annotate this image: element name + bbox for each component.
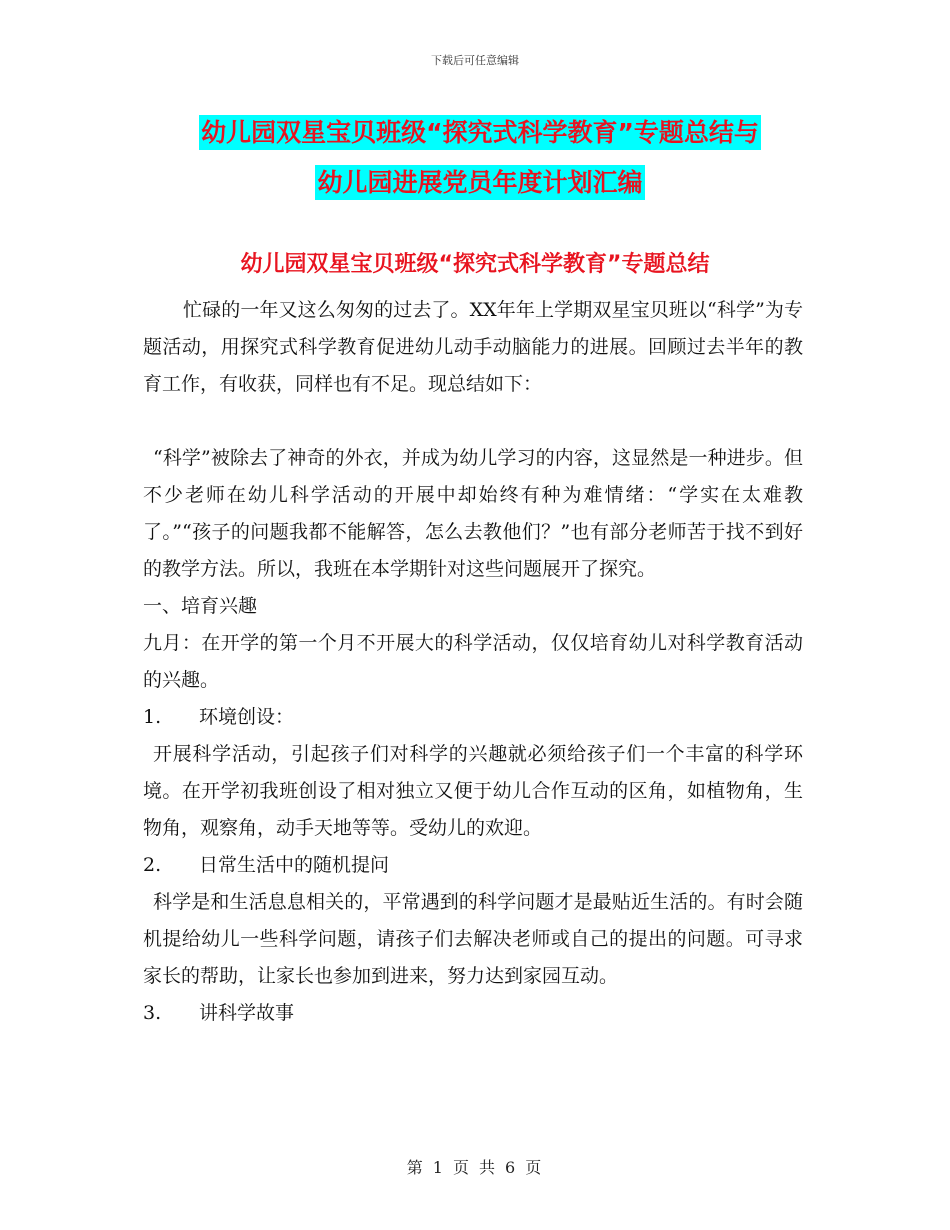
list-label: 讲科学故事 [199, 1002, 295, 1024]
list-item-questions [143, 847, 803, 884]
list-label: 环境创设： [199, 706, 295, 728]
paragraph-gap [143, 403, 803, 440]
paragraph-questions: 科学是和生活息息相关的，平常遇到的科学问题才是最贴近生活的。有时会随机提给幼儿一些科学问题，请孩子们去解决老师或自己的提出的问题。可寻求家长的帮助，让家长也参加到进来，努力达到家园互动。 [143, 891, 803, 987]
list-item-stories [143, 995, 803, 1032]
paragraph-science: “科学”被除去了神奇的外衣，并成为幼儿学习的内容，这显然是一种进步。但不少老师在幼儿科学活动的开展中却始终有种为难情绪：“学实在太难教了。”“孩子的问题我都不能解答，怎么去教他们？”也有部分老师苦于找不到好的教学方法。所以，我班在本学期针对这些问题展开了探究。 [143, 447, 803, 580]
list-number: 3. [143, 1002, 162, 1024]
header-note: 下载后可任意编辑 [431, 54, 519, 67]
list-number: 1. [143, 706, 162, 728]
footer-page-number: 1 [432, 1158, 445, 1177]
paragraph-september: 九月：在开学的第一个月不开展大的科学活动，仅仅培育幼儿对科学教育活动的兴趣。 [143, 632, 803, 691]
footer-total-prefix: 共 [479, 1158, 498, 1177]
body-text [143, 292, 803, 1032]
page-footer [0, 1155, 950, 1178]
document-title [150, 108, 810, 208]
title-line-1: 幼儿园双星宝贝班级“探究式科学教育”专题总结与 [199, 115, 761, 150]
title-line-2: 幼儿园进展党员年度计划汇编 [315, 165, 644, 200]
footer-prefix: 第 [406, 1158, 425, 1177]
heading-cultivate-interest: 一、培育兴趣 [143, 595, 258, 617]
list-label: 日常生活中的随机提问 [199, 854, 390, 876]
list-item-environment [143, 699, 803, 736]
list-number: 2. [143, 854, 162, 876]
paragraph-intro: 忙碌的一年又这么匆匆的过去了。XX年年上学期双星宝贝班以“科学”为专题活动，用探究式科学教育促进幼儿动手动脑能力的进展。回顾过去半年的教育工作，有收获，同样也有不足。现总结如下： [143, 299, 803, 395]
footer-total-unit: 页 [525, 1158, 544, 1177]
footer-page-unit: 页 [452, 1158, 471, 1177]
section-title: 幼儿园双星宝贝班级“探究式科学教育”专题总结 [240, 252, 710, 277]
paragraph-environment: 开展科学活动，引起孩子们对科学的兴趣就必须给孩子们一个丰富的科学环境。在开学初我班创设了相对独立又便于幼儿合作互动的区角，如植物角，生物角，观察角，动手天地等等。受幼儿的欢迎。 [143, 743, 803, 839]
footer-total-pages: 6 [505, 1158, 518, 1177]
